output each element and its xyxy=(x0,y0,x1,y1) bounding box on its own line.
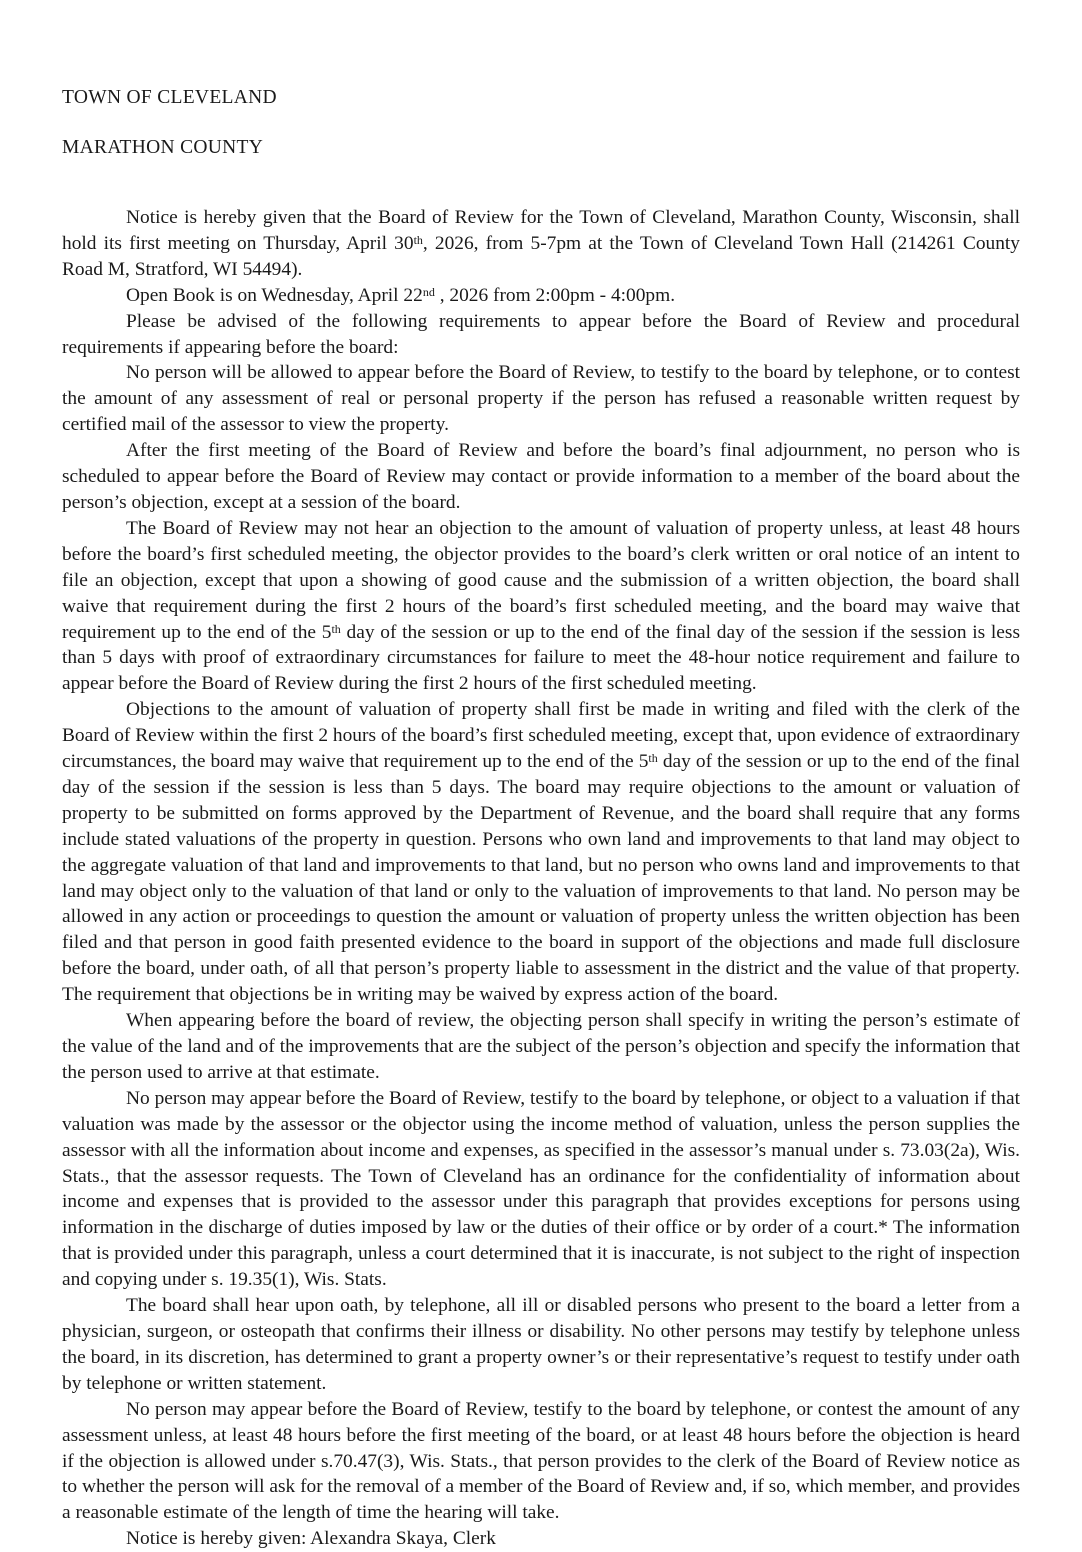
letterhead-county: MARATHON COUNTY xyxy=(62,137,264,158)
ordinal-suffix: nd xyxy=(422,284,435,299)
paragraph-removal-of-member: No person may appear before the Board of Review, testify to the board by telephone, or contest the amount of any assessment unless, at least 48 hours before the first meeting of the board, or at least 48 hours before the objection is heard if the objection is allowed under s.70.47(3), Wis. Stats., that person provides to the clerk of the Board of Review notice as to whether the person will ask for the removal of a member of the Board of Review and, if so, which member, and provides a reasonable estimate of the length of time the hearing will take. xyxy=(62,1398,1020,1524)
paragraph-objections-in-writing: Objections to the amount of valuation of property shall first be made in writing and filed with the clerk of the Board of Review within the first 2 hours of the board’s first scheduled meeting, except that, upon evidence of extraordinary circumstances, the board may waive that requirement up to the end of the 5th day of the session or up to the end of the final day of the session if the session is less than 5 days. The board may require objections to the amount or valuation of property to be submitted on forms approved by the Department of Revenue, and the board shall require that any forms include stated valuations of the property in question. Persons who own land and improvements to that land may object to the aggregate valuation of that land and improvements to that land, but no person who owns land and improvements to that land may object only to the valuation of that land or only to the valuation of improvements to that land. No person may be allowed in any action or proceedings to question the amount or valuation of property unless the written objection has been filed and that person in good faith presented evidence to the board in support of the objections and made full disclosure before the board, under oath, of all that person’s property liable to assessment in the district and the value of that property. The requirement that objections be in writing may be waived by express action of the board. xyxy=(62,699,1020,1006)
ordinal-suffix: th xyxy=(413,232,423,247)
paragraph-after-first-meeting: After the first meeting of the Board of Review and before the board’s final adjournment, no person who is scheduled to appear before the Board of Review may contact or provide information to a member of the board about the person’s objection, except at a session of the board. xyxy=(62,440,1020,513)
document-content xyxy=(62,60,1020,1552)
paragraph-signature: Notice is hereby given: Alexandra Skaya, Clerk xyxy=(126,1528,496,1550)
paragraph-open-book: Open Book is on Wednesday, April 22nd , 2026 from 2:00pm - 4:00pm. xyxy=(126,284,676,306)
notice-body xyxy=(62,205,1020,1552)
paragraph-48-hour-objection: The Board of Review may not hear an objection to the amount of valuation of property unless, at least 48 hours before the board’s first scheduled meeting, the objector provides to the board’s clerk written or oral notice of an intent to file an objection, except that upon a showing of good cause and the submission of a written objection, the board shall waive that requirement during the first 2 hours of the board’s first scheduled meeting, and the board may waive that requirement up to the end of the 5th day of the session or up to the end of the final day of the session if the session is less than 5 days with proof of extraordinary circumstances for failure to meet the 48-hour notice requirement and failure to appear before the Board of Review during the first 2 hours of the first scheduled meeting. xyxy=(62,517,1020,695)
paragraph-notice-meeting: Notice is hereby given that the Board of Review for the Town of Cleveland, Marathon County, Wisconsin, shall hold its first meeting on Thursday, April 30th, 2026, from 5-7pm at the Town of Cleveland Town Hall (214261 County Road M, Stratford, WI 54494). xyxy=(62,207,1020,280)
paragraph-when-appearing-estimate: When appearing before the board of review, the objecting person shall specify in writing the person’s estimate of the value of the land and of the improvements that are the subject of the person’s objection and specify the information that the person used to arrive at that estimate. xyxy=(62,1010,1020,1083)
paragraph-hear-upon-oath: The board shall hear upon oath, by telephone, all ill or disabled persons who present to the board a letter from a physician, surgeon, or osteopath that confirms their illness or disability. No other persons may testify by telephone unless the board, in its discretion, has determined to grant a property owner’s or their representative’s request to testify under oath by telephone or written statement. xyxy=(62,1295,1020,1394)
ordinal-suffix: th xyxy=(648,750,658,765)
paragraph-income-method-valuation: No person may appear before the Board of Review, testify to the board by telephone, or object to a valuation if that valuation was made by the assessor or the objector using the income method of valuation, unless the person supplies the assessor with all the information about income and expenses, as specified in the assessor’s manual under s. 73.03(2a), Wis. Stats., that the assessor requests. The Town of Cleveland has an ordinance for the confidentiality of information about income and expenses that is provided to the assessor under this paragraph that provides exceptions for persons using information in the discharge of duties imposed by law or the duties of their office or by order of a court.* The information that is provided under this paragraph, unless a court determined that it is inaccurate, is not subject to the right of inspection and copying under s. 19.35(1), Wis. Stats. xyxy=(62,1087,1020,1291)
paragraph-no-person-telephone-contest: No person will be allowed to appear before the Board of Review, to testify to the board by telephone, or to contest the amount of any assessment of real or personal property if the person has refused a reasonable written request by certified mail of the assessor to view the property. xyxy=(62,362,1020,436)
letterhead-town: TOWN OF CLEVELAND xyxy=(62,87,277,108)
paragraph-please-be-advised: Please be advised of the following requirements to appear before the Board of Review and procedural requirements if appearing before the board: xyxy=(62,310,1020,358)
ordinal-suffix: th xyxy=(331,621,341,636)
letterhead xyxy=(62,60,1020,185)
